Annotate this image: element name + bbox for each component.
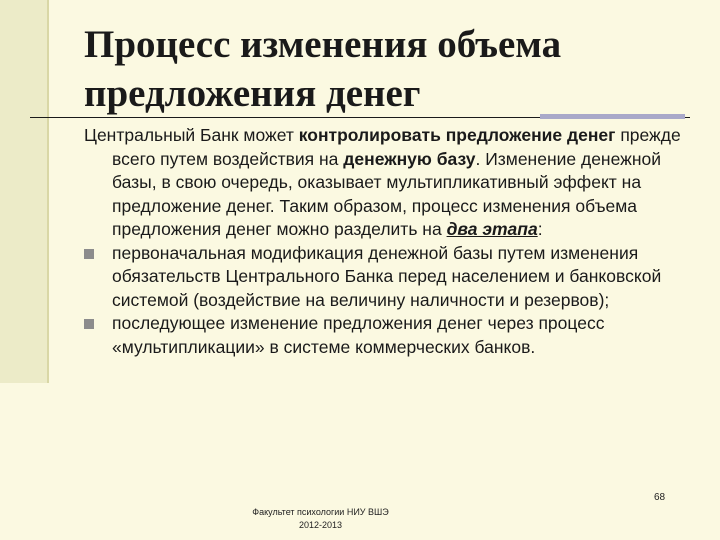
intro-bold-2: денежную базу <box>343 148 476 169</box>
left-band-edge <box>47 0 49 383</box>
intro-bold-1: контролировать предложение денег <box>298 125 616 145</box>
intro-text-3: . Изменение денежной базы, в свою очередь, оказывает мультипликативный эффект на предложение денег. Таким образом, процесс изменения объема предложения денег можно разделить на <box>112 148 662 239</box>
list-item <box>84 312 694 359</box>
footer-line-1: Факультет психологии НИУ ВШЭ <box>252 507 389 517</box>
list-item <box>84 242 694 313</box>
intro-paragraph <box>84 124 694 242</box>
slide-body <box>84 124 694 359</box>
bullet-text: последующее изменение предложения денег через процесс «мультипликации» в системе коммерческих банков. <box>112 313 605 357</box>
square-bullet-icon <box>84 319 94 329</box>
footer <box>238 506 403 532</box>
intro-emphasis: два этапа <box>446 219 538 239</box>
intro-text-2: прежде всего путем воздействия на <box>112 125 681 169</box>
intro-text-1: Центральный Банк может <box>84 125 299 145</box>
bullet-text: первоначальная модификация денежной базы путем изменения обязательств Центрального Банка перед населением и банковской системой (воздействие на величину наличности и резервов); <box>112 242 662 310</box>
left-decorative-band <box>0 0 47 383</box>
slide-title: Процесс изменения объема предложения денег <box>84 23 562 115</box>
footer-line-2: 2012-2013 <box>298 520 343 530</box>
intro-text-4: : <box>537 219 543 239</box>
square-bullet-icon <box>84 249 94 259</box>
title-accent-bar <box>540 114 685 119</box>
page-number: 68 <box>654 492 666 503</box>
